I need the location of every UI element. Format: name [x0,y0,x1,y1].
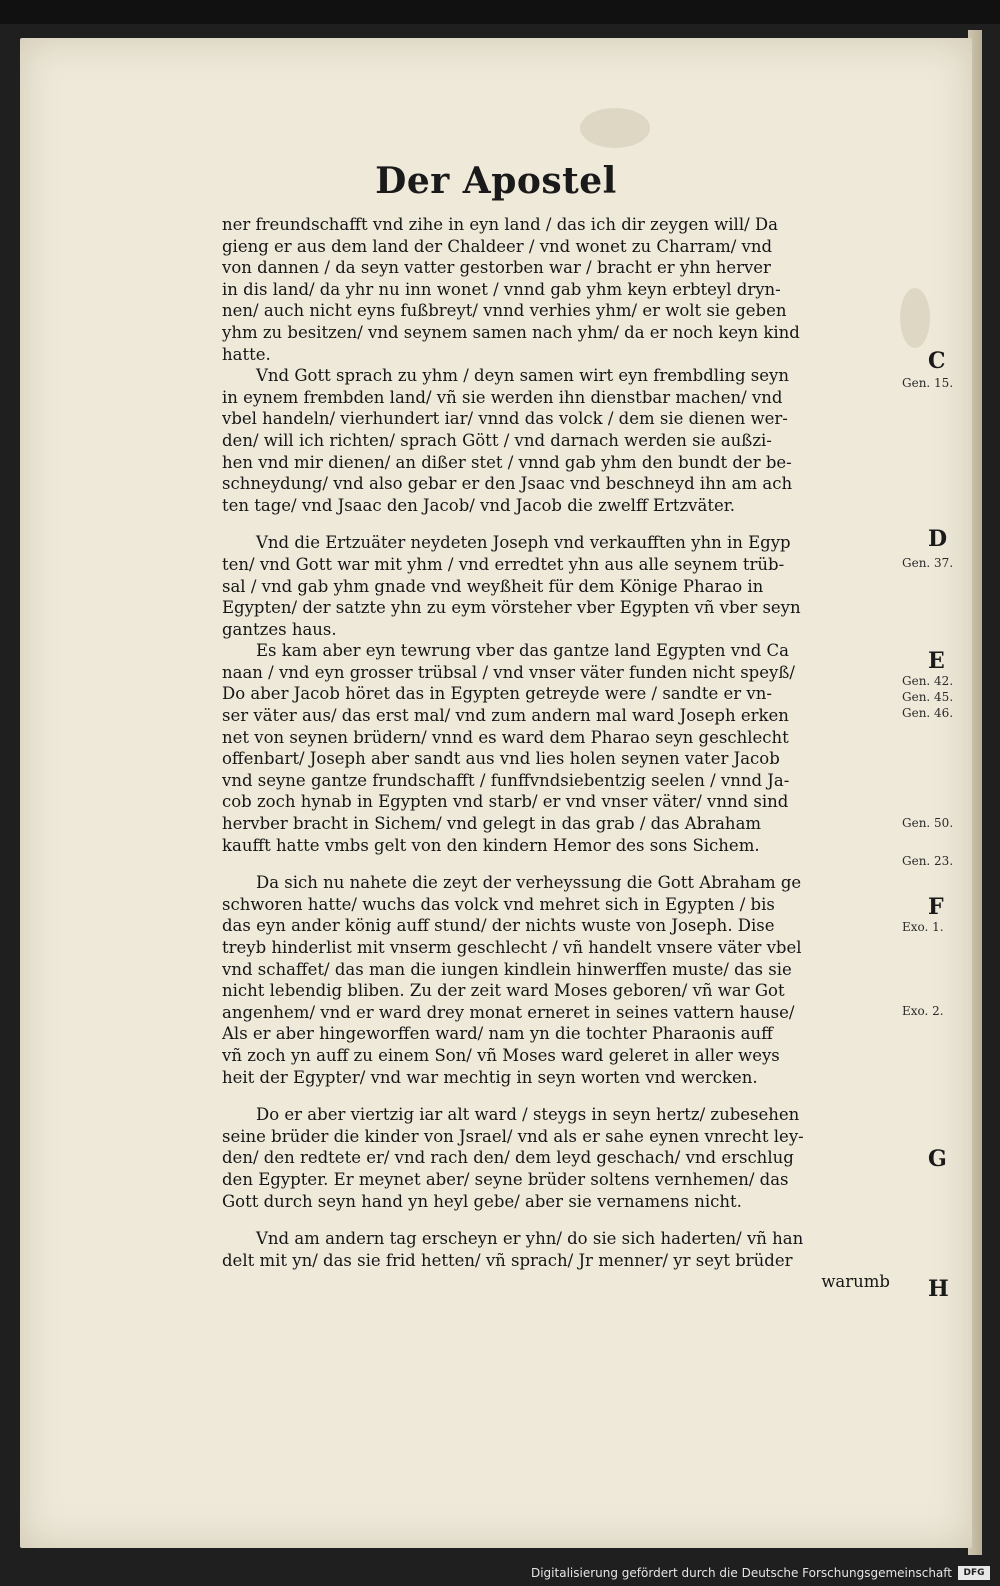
text-line: Da sich nu nahete die zeyt der verheyssung die Gott Abraham ge [256,873,802,893]
text-line: Do er aber viertzig iar alt ward / steygs in seyn hertz/ zubesehen [256,1105,800,1125]
text-line: Vnd am andern tag erscheyn er yhn/ do sie sich haderten/ vñ han [256,1229,804,1249]
paragraph [222,1228,890,1293]
margin-letter: H [928,1276,949,1302]
text-line: vnd schaffet/ das man die iungen kindlein hinwerffen muste/ das sie [222,959,792,979]
text-line: den/ den redtete er/ vnd rach den/ dem leyd geschach/ vnd erschlug [222,1148,794,1168]
text-line: yhm zu besitzen/ vnd seynem samen nach yhm/ da er noch keyn kind [222,322,800,342]
text-line: kaufft hatte vmbs gelt von den kindern Hemor des sons Sichem. [222,835,760,855]
paragraph [222,872,890,1088]
margin-reference: Exo. 2. [902,1004,944,1018]
text-line: Egypten/ der satzte yhn zu eym vörsteher vber Egypten vñ vber seyn [222,598,801,618]
text-line: delt mit yn/ das sie frid hetten/ vñ sprach/ Jr menner/ yr seyt brüder [222,1250,793,1270]
dfg-logo: DFG [958,1566,990,1580]
margin-notes [902,38,982,1548]
margin-reference: Gen. 42. [902,674,954,688]
text-line: angenhem/ vnd er ward drey monat erneret in seines vattern hause/ [222,1002,795,1022]
text-line: in eynem frembden land/ vñ sie werden ihn dienstbar machen/ vnd [222,387,783,407]
margin-reference: Gen. 15. [902,376,954,390]
margin-reference: Gen. 45. [902,690,954,704]
funding-credit: Digitalisierung gefördert durch die Deutsche Forschungsgemeinschaft [530,1566,952,1580]
paragraph [222,365,890,516]
margin-reference: Exo. 1. [902,920,944,934]
margin-reference: Gen. 23. [902,854,954,868]
text-line: naan / vnd eyn grosser trübsal / vnd vnser väter funden nicht speyß/ [222,662,795,682]
paragraph [222,640,890,856]
text-line: ser väter aus/ das erst mal/ vnd zum andern mal ward Joseph erken [222,706,789,726]
text-line: seine brüder die kinder von Jsrael/ vnd als er sahe eynen vnrecht ley- [222,1126,804,1146]
text-line: Vnd Gott sprach zu yhm / deyn samen wirt eyn frembdling seyn [256,366,789,386]
text-line: gantzes haus. [222,619,337,639]
text-line: vnd seyne gantze frundschafft / funffvndsiebentzig seelen / vnnd Ja- [222,770,790,790]
paragraph [222,1104,890,1212]
text-line: ten/ vnd Gott war mit yhm / vnd erredtet yhn aus alle seynem trüb- [222,554,785,574]
text-line: Do aber Jacob höret das in Egypten getreyde were / sandte er vn- [222,684,772,704]
running-head: Der Apostel [375,160,617,202]
margin-reference: Gen. 37. [902,556,954,570]
book-page [20,38,972,1548]
paper-stain [580,108,650,148]
text-line: Als er aber hingeworffen ward/ nam yn die tochter Pharaonis auff [222,1024,773,1044]
text-line: vbel handeln/ vierhundert iar/ vnnd das volck / dem sie dienen wer- [222,409,788,429]
text-line: nicht lebendig bliben. Zu der zeit ward Moses geboren/ vñ war Got [222,981,785,1001]
text-line: heit der Egypter/ vnd war mechtig in seyn worten vnd wercken. [222,1067,758,1087]
scan-top-strip [0,0,1000,24]
margin-letter: C [928,348,946,374]
margin-reference: Gen. 46. [902,706,954,720]
text-line: nen/ auch nicht eyns fußbreyt/ vnnd verhies yhm/ er wolt sie geben [222,301,787,321]
main-text [222,214,890,1293]
text-line: den Egypter. Er meynet aber/ seyne brüder soltens vernhemen/ das [222,1169,789,1189]
paragraph [222,214,890,365]
margin-reference: Gen. 50. [902,816,954,830]
text-line: von dannen / da seyn vatter gestorben war / bracht er yhn herver [222,258,771,278]
text-line: sal / vnd gab yhm gnade vnd weyßheit für dem Könige Pharao in [222,576,764,596]
margin-letter: D [928,526,948,552]
margin-letter: G [928,1146,947,1172]
text-line: gieng er aus dem land der Chaldeer / vnd wonet zu Charram/ vnd [222,236,773,256]
text-line: treyb hinderlist mit vnserm geschlecht / vñ handelt vnsere väter vbel [222,938,802,957]
footer-bar [0,1558,1000,1586]
margin-letter: F [928,894,944,920]
text-line: den/ will ich richten/ sprach Gött / vnd darnach werden sie außzi- [222,430,772,450]
text-line: ner freundschafft vnd zihe in eyn land / das ich dir zeygen will/ Da [222,215,778,234]
text-line: Gott durch seyn hand yn heyl gebe/ aber sie vernamens nicht. [222,1191,742,1211]
text-line: hatte. [222,344,271,364]
text-line: cob zoch hynab in Egypten vnd starb/ er vnd vnser väter/ vnnd sind [222,792,789,812]
text-line: in dis land/ da yhr nu inn wonet / vnnd gab yhm keyn erbteyl dryn- [222,279,781,299]
margin-letter: E [928,648,945,674]
text-line: hen vnd mir dienen/ an dißer stet / vnnd gab yhm den bundt der be- [222,452,792,472]
text-line: ten tage/ vnd Jsaac den Jacob/ vnd Jacob die zwelff Ertzväter. [222,495,736,515]
text-line: Vnd die Ertzuäter neydeten Joseph vnd verkaufften yhn in Egyp [256,533,791,553]
text-line: offenbart/ Joseph aber sandt aus vnd lies holen seynen vater Jacob [222,749,780,769]
text-line: hervber bracht in Sichem/ vnd gelegt in das grab / das Abraham [222,814,762,834]
text-line: vñ zoch yn auff zu einem Son/ vñ Moses ward geleret in aller weys [222,1045,780,1065]
text-line: das eyn ander könig auff stund/ der nichts wuste von Joseph. Dise [222,916,775,936]
text-line: net von seynen brüdern/ vnnd es ward dem Pharao seyn geschlecht [222,727,789,747]
text-line: Es kam aber eyn tewrung vber das gantze land Egypten vnd Ca [256,641,789,661]
text-line: schworen hatte/ wuchs das volck vnd mehret sich in Egypten / bis [222,894,775,914]
paragraph [222,532,890,640]
text-line: schneydung/ vnd also gebar er den Jsaac vnd beschneyd ihn am ach [222,474,793,494]
catchword: warumb [821,1272,890,1292]
